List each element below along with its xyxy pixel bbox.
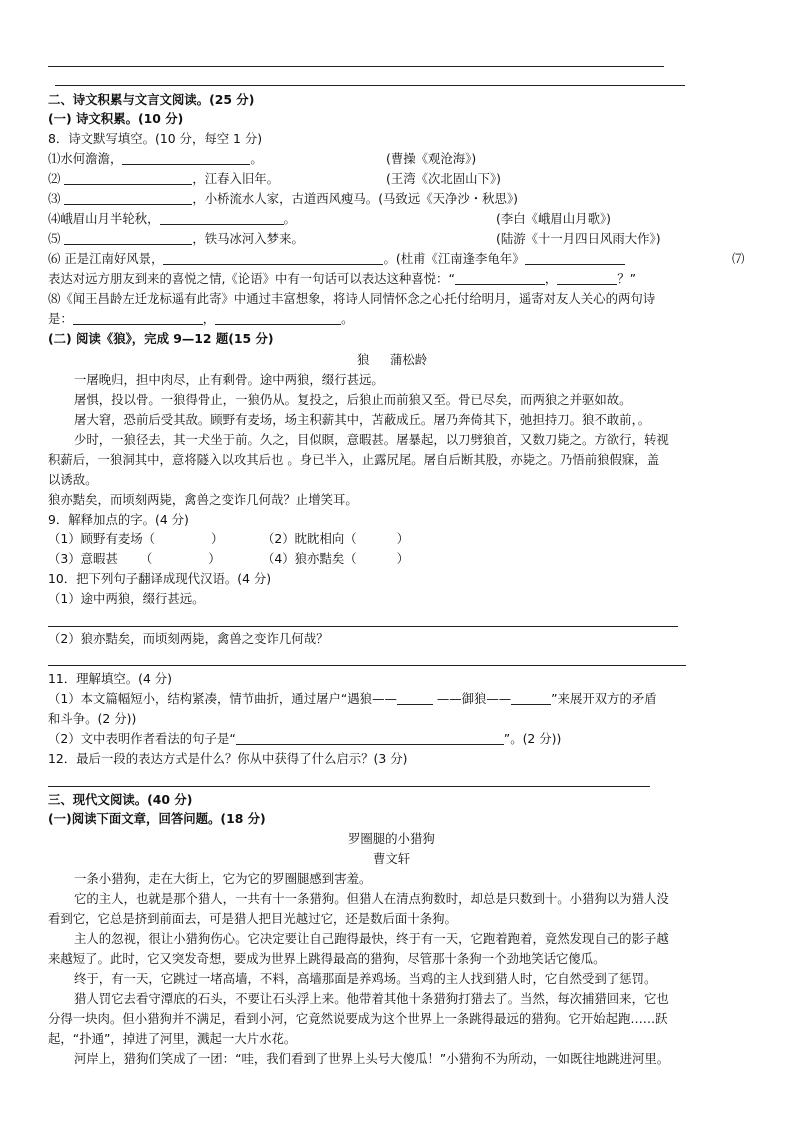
blank — [236, 732, 504, 745]
fill-line — [48, 191, 518, 207]
text: ？” — [617, 271, 637, 286]
passage-line: 屠大窘，恐前后受其敌。顾野有麦场，场主积薪其中，苫蔽成丘。屠乃奔倚其下，弛担持刀。狼不敢前，。 — [74, 412, 651, 427]
fill-line — [48, 271, 636, 287]
blank — [163, 252, 383, 265]
question-stem: 8．诗文默写填空。(10 分，每空 1 分) — [48, 131, 263, 146]
blank — [73, 312, 203, 325]
text: ”。(2 分)) — [503, 731, 562, 746]
text: ， — [202, 311, 216, 326]
passage-line: 猎人罚它去看守潭底的石头，不要让石头浮上来。他带着其他十条猎狗打猎去了。当然，每次捕猎回来，它也 — [74, 991, 669, 1006]
text: 。 — [250, 151, 263, 166]
text: 。 — [341, 311, 354, 326]
text: （1）顾野有麦场（ — [48, 531, 156, 546]
answer-item — [262, 531, 409, 547]
text: ） — [396, 531, 410, 546]
question-stem: 11．理解填空。(4 分) — [48, 671, 172, 686]
text: ⑵ — [48, 171, 61, 186]
text: 表达对远方朋友到来的喜悦之情,《论语》中有一句话可以表达这种喜悦：“ — [48, 271, 455, 286]
passage-line: 一屠晚归，担中肉尽，止有剩骨。途中两狼，缀行甚远。 — [74, 372, 384, 387]
passage-line: 它的主人，也就是那个猎人，一共有十一条猎狗。但猎人在清点狗数时，却总是只数到十。小猎狗以为猎人没 — [74, 891, 669, 906]
text: ） — [208, 551, 221, 566]
fill-line — [48, 151, 263, 167]
passage-line: 河岸上，猎狗们笑成了一团：“哇，我们看到了世界上头号大傻瓜！”小猎狗不为所动，一如既往地跳进河里。 — [74, 1051, 670, 1066]
subsection-heading: (一) 诗文积累。(10 分) — [48, 111, 184, 126]
text: ⑹ 正是江南好风景， — [48, 251, 164, 266]
passage-title: 狼 — [357, 352, 370, 367]
text: 是： — [48, 311, 73, 326]
paragraph-line: ⑻《闻王昌龄左迁龙标遥有此寄》中通过丰富想象，将诗人同情怀念之心托付给明月，遥寄对友人关心的两句诗 — [48, 291, 656, 306]
section-heading: 三、现代文阅读。(40 分) — [48, 792, 193, 807]
question-stem: 10．把下列句子翻译成现代汉语。(4 分) — [48, 571, 272, 586]
passage-line: 来越短了。此时，它又突发奇想，要成为世界上跳得最高的猎狗，尽管那十条狗一个劲地笑话它傻瓜。 — [48, 951, 606, 966]
fill-line — [48, 251, 625, 267]
fill-line — [48, 311, 354, 327]
text: ”来展开双方的矛盾 — [551, 691, 657, 706]
source: (曹操《观沧海》) — [386, 151, 477, 166]
passage-line: 主人的忽视，很让小猎狗伤心。它决定要让自己跑得最快，终于有一天，它跑着跑着，竟然发现自己的影子越 — [74, 931, 669, 946]
passage-line: 屠惧，投以骨。一狼得骨止，一狼仍从。复投之，后狼止而前狼又至。骨已尽矣，而两狼之并驱如故。 — [74, 392, 632, 407]
blank — [64, 232, 192, 245]
text: ⑸ — [48, 231, 61, 246]
text: （4）狼亦黠矣（ — [262, 551, 357, 566]
blank — [64, 172, 192, 185]
blank — [122, 152, 250, 165]
answer-line — [55, 85, 685, 86]
fill-line — [48, 211, 296, 227]
passage-author: 曹文轩 — [373, 851, 411, 866]
question-item: （2）狼亦黠矣，而顷刻两毙，禽兽之变诈几何哉？ — [48, 631, 329, 646]
fill-line — [48, 171, 279, 187]
text: （2）文中表明作者看法的句子是“ — [48, 731, 236, 746]
answer-item — [48, 531, 223, 547]
source: (王湾《次北固山下》) — [386, 171, 501, 186]
paragraph-line: 和斗争。(2 分)) — [48, 711, 137, 726]
text: （3）意暇甚 — [48, 551, 118, 566]
passage-line: 一条小猎狗，走在大街上，它为它的罗圈腿感到害羞。 — [74, 871, 372, 886]
text: ——御狼—— — [436, 691, 512, 706]
blank — [557, 272, 617, 285]
text: ⑺ — [732, 251, 745, 266]
passage-title: 罗圈腿的小猎狗 — [348, 831, 435, 846]
blank — [397, 692, 433, 705]
answer-line — [48, 786, 650, 787]
text: ） — [211, 531, 224, 546]
blank — [160, 212, 284, 225]
blank — [525, 252, 625, 265]
blank — [215, 312, 341, 325]
text: （2）眈眈相向（ — [262, 531, 357, 546]
question-stem: 9．解释加点的字。(4 分) — [48, 512, 189, 527]
answer-item — [48, 551, 221, 567]
text: ，江春入旧年。 — [192, 171, 280, 186]
text: ⑶ — [48, 191, 61, 206]
passage-line: 少时，一狼径去，其一犬坐于前。久之，目似瞑，意暇甚。屠暴起，以刀劈狼首，又数刀毙之。方欲行，转视 — [74, 432, 669, 447]
text: ⑴水何澹澹， — [48, 151, 123, 166]
fill-line — [48, 731, 561, 747]
text: ） — [396, 551, 410, 566]
passage-line: 积薪后，一狼洞其中，意将隧入以攻其后也 。身已半入，止露尻尾。屠自后断其股，亦毙之。乃悟前狼假寐，盖 — [48, 452, 660, 467]
passage-author: 蒲松龄 — [390, 352, 428, 367]
text: ⑷峨眉山月半轮秋， — [48, 211, 160, 226]
passage-line: 分得一块肉。但小猎狗并不满足，看到小河，它竟然说要成为这个世界上一条跳得最远的猎狗。它开始起跑……跃 — [48, 1011, 668, 1026]
blank — [455, 272, 545, 285]
subsection-heading: (一)阅读下面文章，回答问题。(18 分) — [48, 811, 266, 826]
passage-line: 终于，有一天，它跳过一堵高墙，不料，高墙那面是养鸡场。当鸡的主人找到猎人时，它自然受到了惩罚。 — [74, 971, 657, 986]
text: 。(杜甫《江南逢李龟年》 — [383, 251, 525, 266]
answer-line — [48, 626, 678, 627]
question-stem: 12．最后一段的表达方式是什么？你从中获得了什么启示？(3 分) — [48, 751, 408, 766]
fill-line — [48, 691, 657, 707]
source: (李白《峨眉山月歌》) — [496, 211, 611, 226]
answer-line — [48, 665, 686, 666]
text: ，小桥流水人家，古道西风瘦马。(马致远《天净沙・秋思》) — [192, 191, 518, 206]
blank — [511, 692, 551, 705]
passage-line: 以诱敌。 — [48, 472, 98, 487]
text: （ — [139, 551, 153, 566]
text: 。 — [283, 211, 296, 226]
answer-item — [262, 551, 409, 567]
passage-line: 狼亦黠矣，而顷刻两毙，禽兽之变诈几何哉？止增笑耳。 — [48, 492, 358, 507]
passage-line: 起，“扑通”，掉进了河里，溅起一大片水花。 — [48, 1031, 297, 1046]
answer-line — [48, 66, 664, 67]
passage-line: 看到它，它总是挤到前面去，可是猎人把目光越过它，还是数后面十条狗。 — [48, 911, 457, 926]
fill-line — [48, 231, 304, 247]
section-heading: 二、诗文积累与文言文阅读。(25 分) — [48, 92, 255, 107]
blank — [64, 192, 192, 205]
text: ，铁马冰河入梦来。 — [192, 231, 304, 246]
text: ， — [544, 271, 558, 286]
subsection-heading: (二) 阅读《狼》，完成 9—12 题(15 分) — [48, 331, 274, 346]
text: （1）本文篇幅短小，结构紧凑，情节曲折，通过屠户“遇狼—— — [48, 691, 397, 706]
source: (陆游《十一月四日风雨大作》) — [496, 231, 661, 246]
question-item: （1）途中两狼，缀行甚远。 — [48, 591, 205, 606]
